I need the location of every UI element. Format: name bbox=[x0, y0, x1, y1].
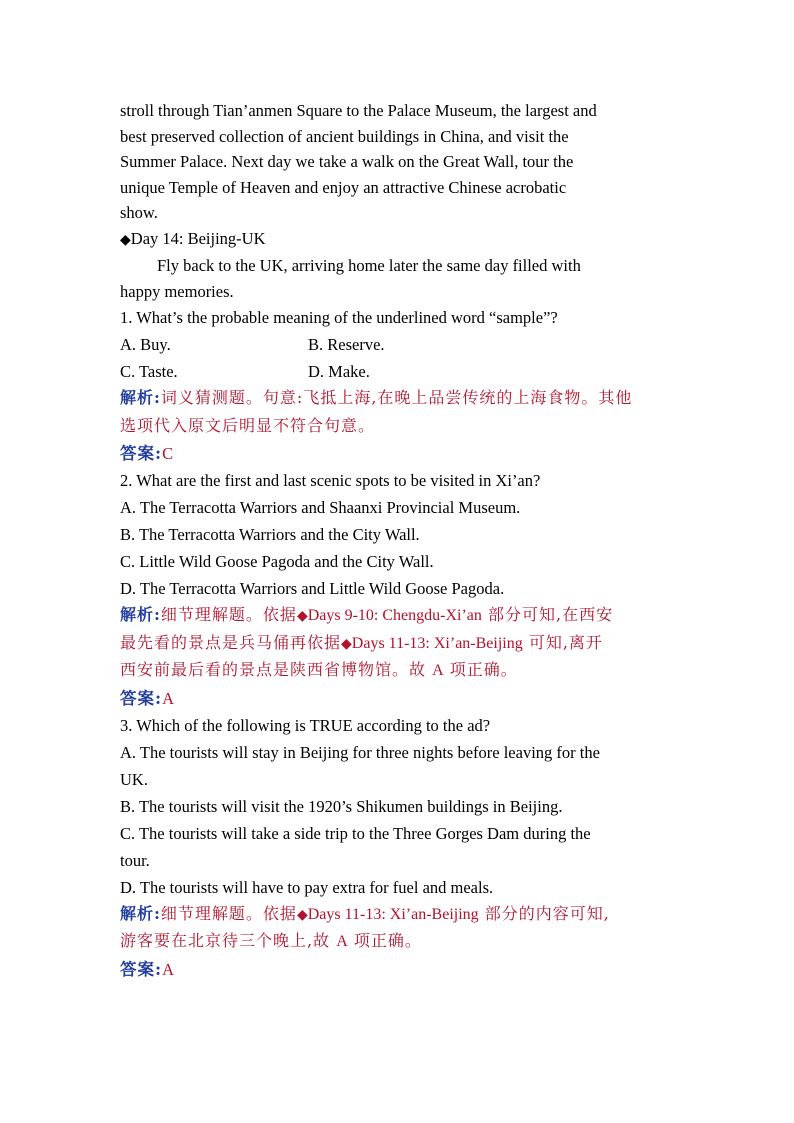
analysis-text: 部分可知,在西安 bbox=[481, 605, 614, 624]
analysis-text: 细节理解题。依据 bbox=[160, 903, 297, 923]
question-1 bbox=[120, 304, 680, 467]
analysis-label: 解析: bbox=[120, 388, 161, 407]
passage-line: stroll through Tian’anmen Square to the Palace Museum, the largest and bbox=[120, 101, 597, 120]
question-stem: 1. What’s the probable meaning of the underlined word “sample”? bbox=[120, 308, 558, 327]
option-a: A. Buy. bbox=[120, 335, 171, 354]
option-c: C. Little Wild Goose Pagoda and the City Wall. bbox=[120, 552, 434, 571]
option-a: A. The Terracotta Warriors and Shaanxi Provincial Museum. bbox=[120, 498, 521, 517]
option-c: C. The tourists will take a side trip to the Three Gorges Dam during the bbox=[120, 823, 591, 843]
option-b: B. The tourists will visit the 1920’s Shikumen buildings in Beijing. bbox=[120, 796, 563, 816]
option-b: B. The Terracotta Warriors and the City Wall. bbox=[120, 525, 420, 544]
analysis-letter: A bbox=[336, 933, 348, 950]
analysis-letter: A bbox=[432, 662, 444, 679]
analysis-text: 项正确。 bbox=[347, 931, 422, 950]
section-reference: Days 11-13: Xi’an-Beijing bbox=[351, 634, 523, 652]
analysis-text: 最先看的景点是兵马俑再依据 bbox=[120, 632, 342, 652]
analysis bbox=[120, 901, 680, 929]
option-c-continued: tour. bbox=[120, 850, 150, 870]
section-reference: Days 9-10: Chengdu-Xi’an bbox=[307, 607, 482, 624]
passage-line: best preserved collection of ancient buildings in China, and visit the bbox=[120, 126, 569, 146]
passage-line: Fly back to the UK, arriving home later the same day filled with bbox=[157, 256, 581, 275]
passage bbox=[120, 98, 680, 304]
diamond-bullet-icon: ◆ bbox=[341, 635, 352, 652]
answer-value: A bbox=[162, 688, 175, 708]
analysis-text: 细节理解题。依据 bbox=[160, 605, 297, 624]
analysis-continued bbox=[120, 928, 680, 956]
option-d: D. The Terracotta Warriors and Little Wild Goose Pagoda. bbox=[120, 579, 505, 598]
answer bbox=[120, 956, 680, 983]
answer bbox=[120, 685, 680, 712]
option-d: D. The tourists will have to pay extra for fuel and meals. bbox=[120, 877, 494, 897]
analysis-text: 可知,离开 bbox=[522, 632, 603, 652]
analysis-text: 选项代入原文后明显不符合句意。 bbox=[120, 415, 376, 435]
options-row bbox=[120, 331, 680, 358]
answer bbox=[120, 440, 680, 467]
passage-line: Summer Palace. Next day we take a walk on the Great Wall, tour the bbox=[120, 152, 574, 171]
analysis-text: 西安前最后看的景点是陕西省博物馆。故 bbox=[120, 660, 433, 679]
question-stem: 2. What are the first and last scenic spots to be visited in Xi’an? bbox=[120, 471, 541, 490]
option-b: B. Reserve. bbox=[308, 335, 385, 354]
day14-heading-text: Day 14: Beijing-UK bbox=[130, 228, 266, 248]
day14-heading bbox=[120, 226, 680, 254]
answer-label: 答案: bbox=[120, 688, 163, 708]
passage-line: unique Temple of Heaven and enjoy an attractive Chinese acrobatic bbox=[120, 177, 567, 197]
analysis-text: 部分的内容可知, bbox=[478, 903, 610, 923]
analysis-continued bbox=[120, 413, 680, 441]
analysis-continued bbox=[120, 657, 680, 685]
option-a-continued: UK. bbox=[120, 769, 148, 789]
analysis-continued bbox=[120, 630, 680, 658]
diamond-bullet-icon: ◆ bbox=[296, 608, 308, 624]
analysis-text: 项正确。 bbox=[443, 660, 518, 679]
question-2 bbox=[120, 467, 680, 712]
answer-value: C bbox=[162, 444, 174, 463]
answer-label: 答案: bbox=[120, 959, 163, 979]
question-stem: 3. Which of the following is TRUE according to the ad? bbox=[120, 715, 491, 735]
document-page bbox=[120, 98, 680, 983]
option-c: C. Taste. bbox=[120, 362, 178, 381]
diamond-bullet-icon: ◆ bbox=[120, 231, 131, 248]
analysis bbox=[120, 602, 680, 630]
diamond-bullet-icon: ◆ bbox=[296, 906, 308, 923]
answer-label: 答案: bbox=[120, 444, 163, 463]
passage-line: happy memories. bbox=[120, 281, 234, 301]
option-a: A. The tourists will stay in Beijing for three nights before leaving for the bbox=[120, 742, 600, 762]
analysis-label: 解析: bbox=[120, 605, 161, 624]
section-reference: Days 11-13: Xi’an-Beijing bbox=[307, 905, 479, 923]
analysis bbox=[120, 385, 680, 413]
analysis-text: 游客要在北京待三个晚上,故 bbox=[120, 931, 337, 950]
answer-value: A bbox=[162, 959, 175, 979]
options-row bbox=[120, 358, 680, 385]
analysis-text: 词义猜测题。句意:飞抵上海,在晚上品尝传统的上海食物。其他 bbox=[160, 388, 633, 407]
passage-line: show. bbox=[120, 203, 158, 222]
analysis-label: 解析: bbox=[120, 903, 161, 923]
question-3 bbox=[120, 712, 680, 983]
option-d: D. Make. bbox=[308, 362, 370, 381]
